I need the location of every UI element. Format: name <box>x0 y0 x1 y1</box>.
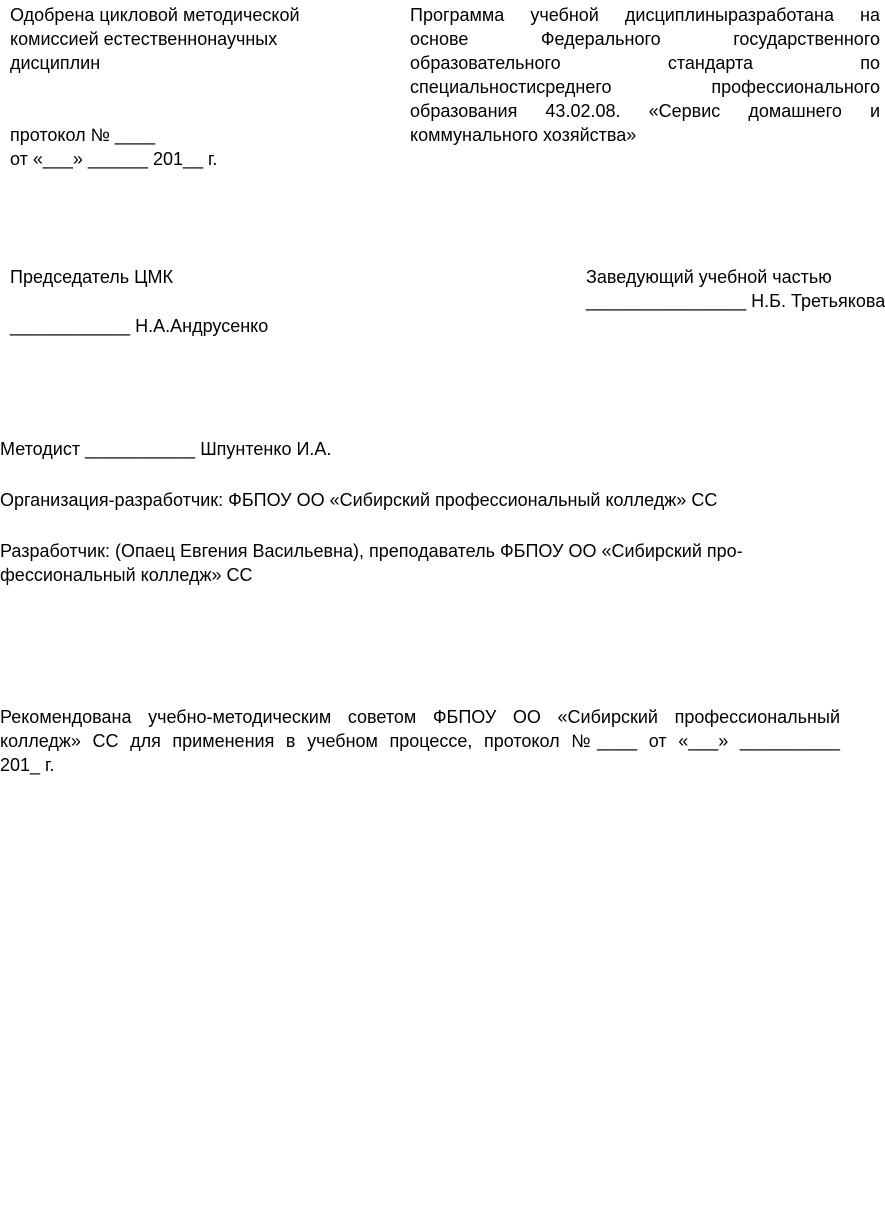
developer-line-2: фессиональный колледж» СС <box>0 565 253 585</box>
methodist-line: Методист ___________ Шпунтенко И.А. <box>0 439 332 459</box>
approval-protocol: протокол № ____ <box>10 125 155 145</box>
chair-title: Председатель ЦМК <box>10 267 173 287</box>
program-line-1: Программа учебной дисциплиныразработана на <box>410 5 880 25</box>
head-title: Заведующий учебной частью <box>586 267 832 287</box>
program-block <box>410 3 880 147</box>
approval-date: от «___» ______ 201__ г. <box>10 149 218 169</box>
recommendation-line-2: колледж» СС для применения в учебном процессе, протокол №____ от «___» __________ <box>0 731 840 751</box>
recommendation-line-1: Рекомендована учебно-методическим советом ФБПОУ ОО «Сибирский профессиональный <box>0 707 840 727</box>
developer-block <box>0 539 743 587</box>
approval-line-3: дисциплин <box>10 53 101 73</box>
program-line-4: специальностисреднего профессионального <box>410 77 880 97</box>
head-signature: ________________ Н.Б. Третьякова <box>586 291 885 311</box>
approval-line-1: Одобрена цикловой методической <box>10 5 300 25</box>
approval-protocol-block <box>10 123 217 171</box>
head-signature-block <box>586 265 885 313</box>
program-line-6: коммунального хозяйства» <box>410 125 637 145</box>
recommendation-block <box>0 705 840 777</box>
recommendation-line-3: 201_ г. <box>0 755 55 775</box>
approval-line-2: комиссией естественнонаучных <box>10 29 278 49</box>
program-line-2: основе Федерального государственного <box>410 29 880 49</box>
organization-line: Организация-разработчик: ФБПОУ ОО «Сибирский профессиональный колледж» СС <box>0 490 718 510</box>
chair-signature: ____________ Н.А.Андрусенко <box>10 316 269 336</box>
developer-line-1: Разработчик: (Опаец Евгения Васильевна), преподаватель ФБПОУ ОО «Сибирский про- <box>0 541 743 561</box>
program-line-3: образовательного стандарта по <box>410 53 880 73</box>
program-line-5: образования 43.02.08. «Сервис домашнего и <box>410 101 880 121</box>
approval-block <box>10 3 300 75</box>
